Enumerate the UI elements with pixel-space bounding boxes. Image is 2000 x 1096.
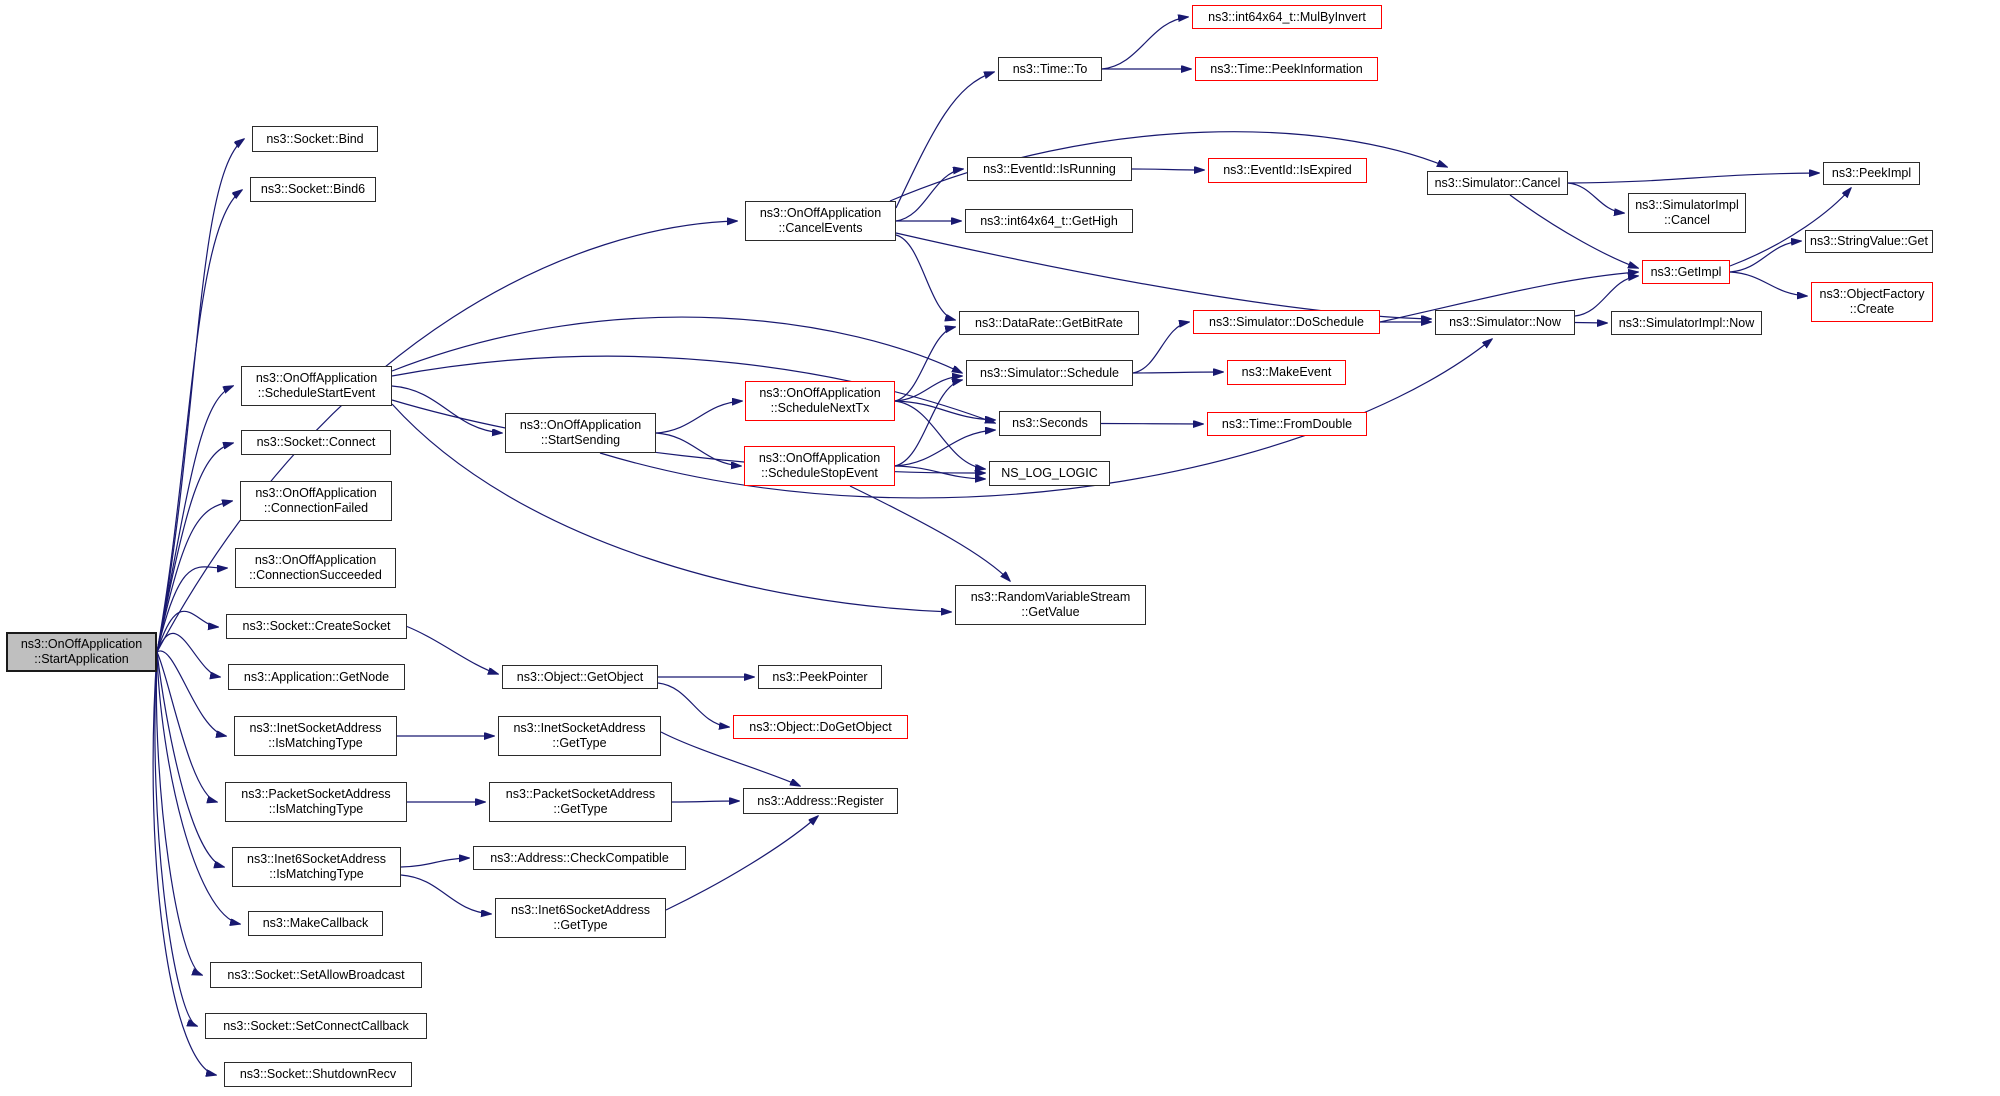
- node-label: ::CancelEvents: [778, 221, 863, 235]
- node-label: ns3::Time::FromDouble: [1221, 416, 1353, 431]
- edge-start_application-to-shutdown_recv: [153, 652, 216, 1075]
- graph-node-schedule_stop_event[interactable]: [744, 446, 895, 486]
- graph-node-inet6_is_matching[interactable]: [232, 847, 401, 887]
- edge-simulator_now-to-simulatorimpl_now: [1575, 323, 1607, 324]
- graph-node-socket_connect[interactable]: [241, 430, 391, 455]
- node-label: ns3::OnOffApplication: [759, 386, 881, 400]
- graph-node-datarate_get_bitrate[interactable]: [959, 311, 1139, 335]
- edge-simulator_now-to-get_impl: [1575, 276, 1638, 316]
- edge-time_to-to-mul_by_invert: [1102, 17, 1188, 69]
- edge-schedule_start_event-to-ns_log_logic: [392, 400, 985, 473]
- edge-create_socket-to-object_get_object: [407, 627, 498, 675]
- node-label: ns3::Simulator::DoSchedule: [1209, 314, 1364, 329]
- node-label: ns3::StringValue::Get: [1810, 234, 1928, 248]
- node-label: ns3::RandomVariableStream: [970, 590, 1131, 604]
- node-label: ns3::Socket::SetConnectCallback: [223, 1018, 409, 1033]
- graph-node-start_application[interactable]: [6, 632, 157, 672]
- graph-node-connection_succeeded[interactable]: [235, 548, 396, 588]
- edge-simulator_cancel-to-simulatorimpl_cancel: [1568, 183, 1624, 213]
- edge-cancel_events-to-simulator_now: [896, 233, 1431, 319]
- node-label: ns3::PacketSocketAddress: [241, 787, 391, 801]
- node-label: ::GetType: [553, 918, 608, 932]
- node-label: ns3::EventId::IsRunning: [983, 161, 1116, 176]
- node-label: ::GetType: [553, 802, 608, 816]
- graph-node-start_sending[interactable]: [505, 413, 656, 453]
- graph-node-schedule_start_event[interactable]: [241, 366, 392, 406]
- graph-node-socket_bind6[interactable]: [250, 177, 376, 202]
- node-label: ns3::Inet6SocketAddress: [511, 903, 650, 917]
- node-label: ::Create: [1849, 302, 1895, 316]
- edge-inet6_get_type-to-address_register: [666, 816, 818, 910]
- graph-node-simulator_now[interactable]: [1435, 310, 1575, 335]
- graph-node-ns_log_logic[interactable]: [989, 461, 1110, 486]
- graph-node-simulatorimpl_now[interactable]: [1611, 311, 1762, 335]
- node-label: ns3::Socket::Connect: [256, 435, 376, 449]
- edge-inet_get_type-to-address_register: [661, 732, 800, 786]
- edge-simulator_schedule-to-make_event: [1133, 372, 1223, 373]
- node-label: ::ScheduleNextTx: [770, 401, 870, 415]
- edge-start_application-to-socket_connect: [157, 443, 233, 652]
- node-label: ns3::PeekImpl: [1831, 166, 1912, 180]
- node-label: ns3::Address::Register: [757, 793, 884, 808]
- node-label: ::IsMatchingType: [268, 802, 364, 816]
- edge-start_sending-to-schedule_next_tx: [656, 401, 742, 433]
- node-label: ns3::Socket::Bind: [266, 131, 364, 146]
- node-label: ::StartApplication: [34, 652, 129, 666]
- node-label: ns3::Socket::CreateSocket: [242, 619, 391, 633]
- graph-node-shutdown_recv[interactable]: [224, 1062, 412, 1087]
- graph-node-get_impl[interactable]: [1642, 260, 1730, 284]
- graph-node-create_socket[interactable]: [226, 614, 407, 639]
- node-label: ::IsMatchingType: [269, 867, 364, 881]
- node-label: ns3::PeekPointer: [772, 669, 868, 684]
- node-label: ns3::OnOffApplication: [758, 451, 881, 465]
- graph-node-inet_is_matching[interactable]: [234, 716, 397, 756]
- node-label: ::ScheduleStopEvent: [761, 466, 878, 480]
- node-label: ::StartSending: [540, 433, 621, 447]
- edge-schedule_next_tx-to-datarate_get_bitrate: [895, 327, 955, 401]
- edge-eventid_is_running-to-eventid_is_expired: [1132, 169, 1204, 170]
- node-label: ns3::ObjectFactory: [1819, 287, 1925, 301]
- graph-node-int64_get_high[interactable]: [965, 209, 1133, 233]
- edge-start_application-to-connection_succeeded: [157, 567, 227, 652]
- edge-simulator_schedule-to-simulator_do_schedule: [1133, 322, 1189, 373]
- graph-node-seconds[interactable]: [999, 411, 1101, 436]
- edge-get_impl-to-objectfactory_create: [1730, 272, 1807, 296]
- graph-node-set_allow_broadcast[interactable]: [210, 962, 422, 988]
- node-label: ns3::SimulatorImpl: [1635, 198, 1739, 212]
- graph-node-simulatorimpl_cancel[interactable]: [1628, 193, 1746, 233]
- node-label: ::GetValue: [1021, 605, 1080, 619]
- graph-node-time_to[interactable]: [998, 57, 1102, 81]
- node-label: ns3::MakeEvent: [1241, 365, 1332, 379]
- node-label: ns3::OnOffApplication: [20, 637, 143, 651]
- edge-schedule_start_event-to-seconds: [392, 356, 995, 423]
- graph-node-simulator_do_schedule[interactable]: [1193, 310, 1380, 334]
- node-label: ns3::Simulator::Schedule: [980, 365, 1119, 380]
- edge-start_application-to-get_node: [157, 633, 220, 677]
- edge-get_impl-to-stringvalue_get: [1730, 241, 1801, 272]
- graph-node-rvs_get_value[interactable]: [955, 585, 1146, 625]
- node-label: ns3::OnOffApplication: [519, 418, 642, 432]
- edge-schedule_start_event-to-simulator_schedule: [392, 317, 962, 373]
- edge-packet_get_type-to-address_register: [672, 801, 739, 802]
- edge-seconds-to-time_from_double: [1101, 424, 1203, 425]
- graph-node-inet_get_type[interactable]: [498, 716, 661, 756]
- graph-node-inet6_get_type[interactable]: [495, 898, 666, 938]
- edge-cancel_events-to-time_to: [896, 72, 994, 208]
- graph-node-set_connect_callback[interactable]: [205, 1013, 427, 1039]
- graph-node-stringvalue_get[interactable]: [1805, 230, 1933, 253]
- node-label: ns3::InetSocketAddress: [249, 721, 382, 735]
- node-label: ns3::OnOffApplication: [759, 206, 882, 220]
- node-label: ns3::Socket::Bind6: [260, 182, 366, 196]
- node-label: ns3::Object::DoGetObject: [749, 719, 892, 734]
- graph-node-time_from_double[interactable]: [1207, 412, 1367, 436]
- edge-schedule_stop_event-to-seconds: [895, 430, 995, 466]
- node-label: ::ScheduleStartEvent: [257, 386, 376, 400]
- node-label: NS_LOG_LOGIC: [1001, 466, 1098, 480]
- node-label: ns3::Application::GetNode: [243, 669, 390, 684]
- edge-object_get_object-to-do_get_object: [658, 683, 729, 727]
- node-label: ns3::Object::GetObject: [516, 669, 644, 684]
- graph-node-connection_failed[interactable]: [240, 481, 392, 521]
- graph-node-check_compatible[interactable]: [473, 846, 686, 870]
- graph-node-make_event[interactable]: [1227, 360, 1346, 385]
- graph-node-eventid_is_running[interactable]: [967, 157, 1132, 181]
- graph-node-peek_impl[interactable]: [1823, 162, 1920, 185]
- node-label: ns3::Socket::SetAllowBroadcast: [227, 967, 405, 982]
- edge-schedule_stop_event-to-rvs_get_value: [850, 486, 1010, 581]
- node-label: ::ConnectionFailed: [263, 501, 369, 515]
- edge-get_impl-to-peek_impl: [1730, 188, 1851, 266]
- node-label: ns3::SimulatorImpl::Now: [1618, 315, 1755, 330]
- edge-inet6_is_matching-to-inet6_get_type: [401, 875, 491, 914]
- graph-node-schedule_next_tx[interactable]: [745, 381, 895, 421]
- graph-node-make_callback[interactable]: [248, 911, 383, 936]
- edge-start_application-to-packet_is_matching: [157, 652, 217, 802]
- graph-node-peek_information[interactable]: [1195, 57, 1378, 81]
- node-label: ns3::OnOffApplication: [255, 371, 378, 385]
- node-label: ns3::InetSocketAddress: [513, 721, 646, 735]
- graph-node-get_node[interactable]: [228, 664, 405, 690]
- node-label: ns3::Time::To: [1012, 61, 1088, 76]
- graph-node-simulator_cancel[interactable]: [1427, 171, 1568, 195]
- node-label: ns3::Simulator::Now: [1449, 315, 1561, 329]
- node-label: ns3::int64x64_t::GetHigh: [980, 213, 1118, 228]
- edge-inet6_is_matching-to-check_compatible: [401, 858, 469, 867]
- node-label: ns3::EventId::IsExpired: [1223, 163, 1352, 177]
- graph-node-peek_pointer[interactable]: [758, 665, 882, 689]
- node-label: ns3::Time::PeekInformation: [1210, 61, 1363, 76]
- edge-schedule_start_event-to-start_sending: [392, 386, 502, 433]
- graph-node-socket_bind[interactable]: [252, 126, 378, 152]
- graph-node-do_get_object[interactable]: [733, 715, 908, 739]
- node-label: ns3::Seconds: [1012, 416, 1088, 430]
- node-label: ns3::PacketSocketAddress: [505, 787, 656, 801]
- node-label: ns3::int64x64_t::MulByInvert: [1208, 9, 1366, 24]
- edge-cancel_events-to-datarate_get_bitrate: [896, 235, 955, 320]
- node-label: ns3::DataRate::GetBitRate: [975, 315, 1123, 330]
- node-label: ns3::OnOffApplication: [254, 553, 377, 567]
- edge-schedule_next_tx-to-simulator_schedule: [895, 376, 962, 401]
- graph-node-eventid_is_expired[interactable]: [1208, 158, 1367, 183]
- edge-simulator_cancel-to-get_impl: [1510, 195, 1638, 268]
- node-label: ::GetType: [552, 736, 607, 750]
- node-label: ::Cancel: [1664, 213, 1710, 227]
- graph-node-simulator_schedule[interactable]: [966, 360, 1133, 386]
- node-label: ns3::Inet6SocketAddress: [247, 852, 386, 866]
- graph-node-packet_is_matching[interactable]: [225, 782, 407, 822]
- node-label: ns3::GetImpl: [1650, 264, 1722, 279]
- node-label: ::IsMatchingType: [268, 736, 363, 750]
- edge-schedule_stop_event-to-simulator_schedule: [895, 380, 962, 466]
- node-label: ns3::Address::CheckCompatible: [490, 850, 669, 865]
- graph-node-mul_by_invert[interactable]: [1192, 5, 1382, 29]
- edge-start_application-to-socket_bind: [157, 139, 244, 652]
- graph-node-cancel_events[interactable]: [745, 201, 896, 241]
- graph-node-objectfactory_create[interactable]: [1811, 282, 1933, 322]
- node-label: ::ConnectionSucceeded: [249, 568, 382, 582]
- graph-node-packet_get_type[interactable]: [489, 782, 672, 822]
- node-label: ns3::Socket::ShutdownRecv: [239, 1067, 397, 1081]
- graph-node-address_register[interactable]: [743, 788, 898, 814]
- node-label: ns3::MakeCallback: [262, 916, 369, 930]
- node-label: ns3::Simulator::Cancel: [1434, 175, 1561, 190]
- edge-simulator_cancel-to-peek_impl: [1568, 173, 1819, 183]
- graph-node-object_get_object[interactable]: [502, 665, 658, 689]
- node-label: ns3::OnOffApplication: [255, 486, 377, 500]
